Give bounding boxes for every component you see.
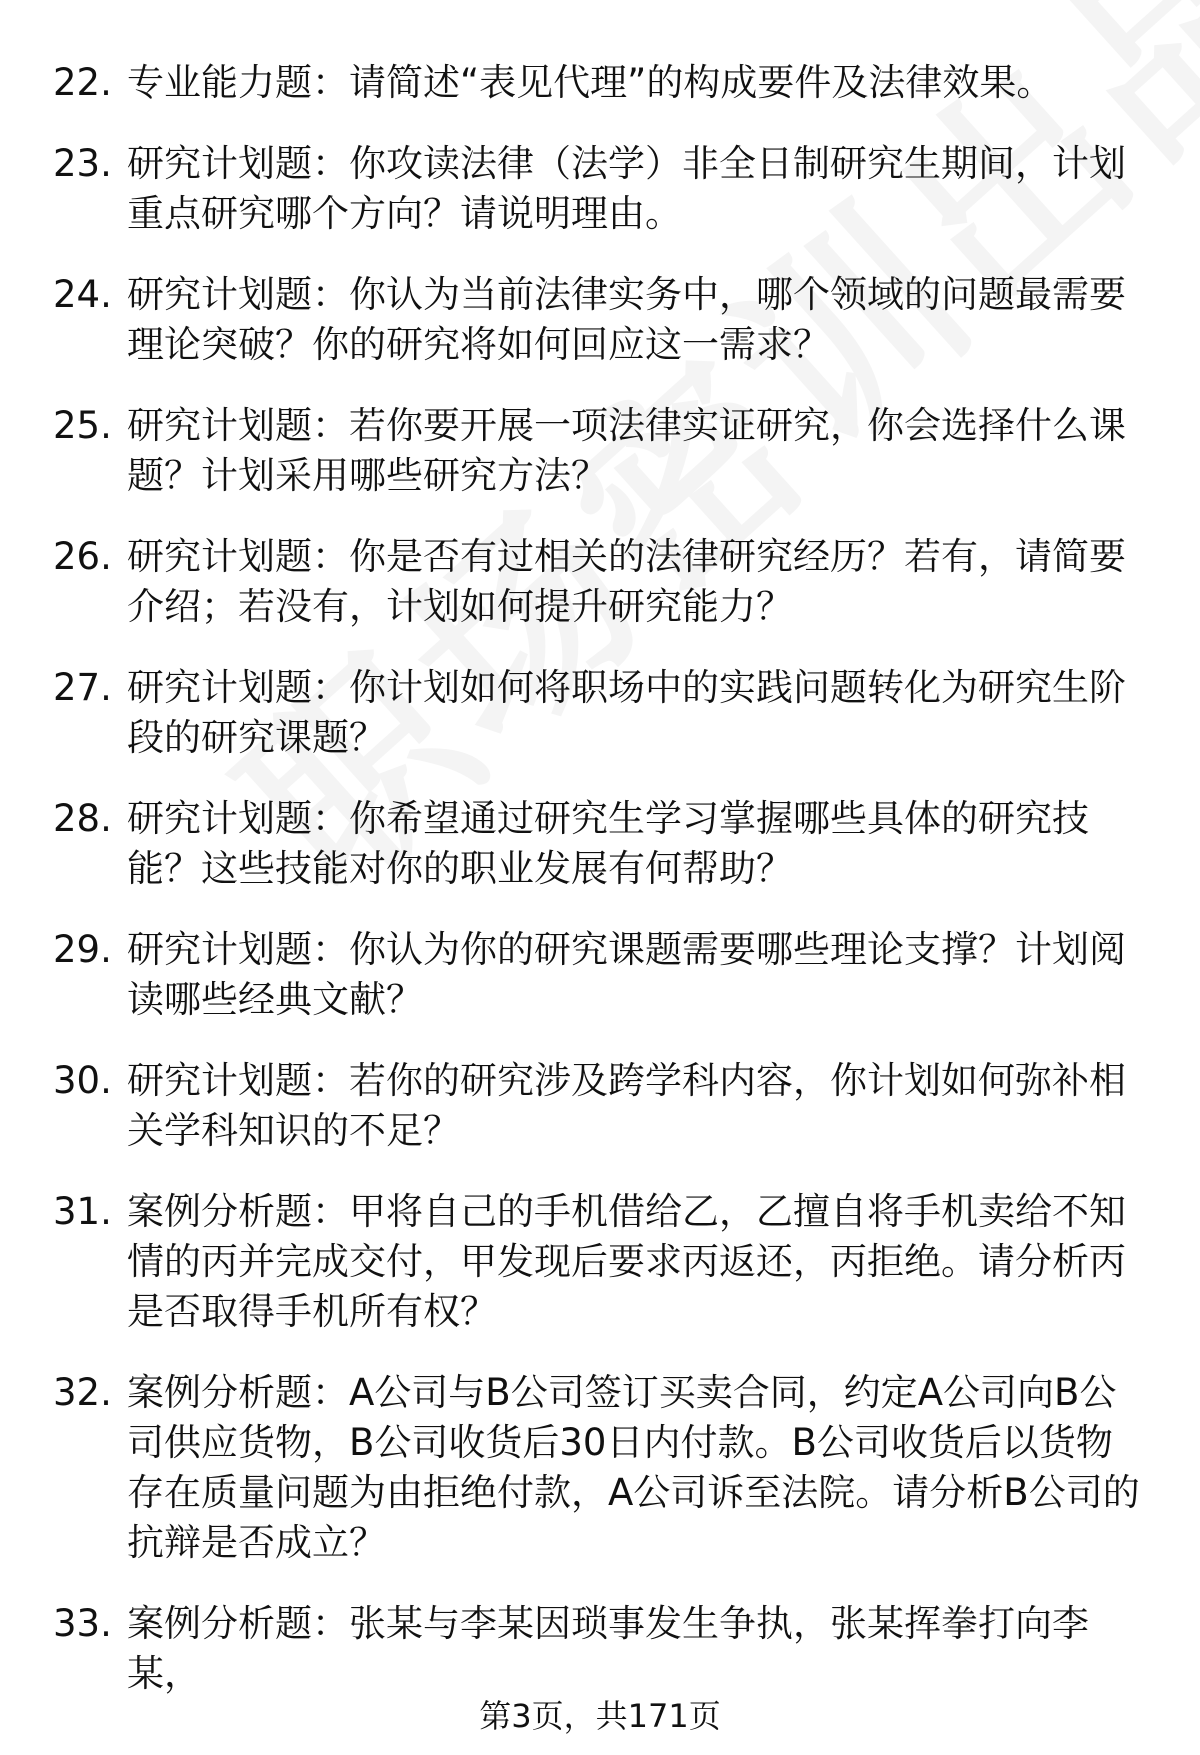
question-list: [53, 58, 1140, 1699]
question-number: 25.: [53, 404, 112, 447]
list-item: [53, 663, 1140, 763]
question-text: 案例分析题：A公司与B公司签订买卖合同，约定A公司向B公司供应货物，B公司收货后30日内付款。B公司收货后以货物存在质量问题为由拒绝付款，A公司诉至法院。请分析B公司的抗辩是否成立？: [127, 1371, 1140, 1564]
question-number: 26.: [53, 535, 112, 578]
question-number: 23.: [53, 142, 112, 185]
question-text: 研究计划题：你希望通过研究生学习掌握哪些具体的研究技能？这些技能对你的职业发展有何帮助？: [127, 797, 1089, 890]
question-number: 28.: [53, 797, 112, 840]
question-text: 研究计划题：若你要开展一项法律实证研究，你会选择什么课题？计划采用哪些研究方法？: [127, 404, 1126, 497]
list-item: [53, 270, 1140, 370]
question-number: 29.: [53, 928, 112, 971]
question-number: 31.: [53, 1190, 112, 1233]
question-number: 33.: [53, 1602, 112, 1645]
question-number: 24.: [53, 273, 112, 316]
list-item: [53, 1187, 1140, 1337]
question-text: 研究计划题：若你的研究涉及跨学科内容，你计划如何弥补相关学科知识的不足？: [127, 1059, 1126, 1152]
question-text: 专业能力题：请简述“表见代理”的构成要件及法律效果。: [127, 61, 1054, 104]
list-item: [53, 1368, 1140, 1568]
list-item: [53, 532, 1140, 632]
list-item: [53, 401, 1140, 501]
list-item: [53, 58, 1140, 108]
question-number: 27.: [53, 666, 112, 709]
question-text: 研究计划题：你计划如何将职场中的实践问题转化为研究生阶段的研究课题？: [127, 666, 1126, 759]
question-text: 研究计划题：你攻读法律（法学）非全日制研究生期间，计划重点研究哪个方向？请说明理由。: [127, 142, 1126, 235]
list-item: [53, 925, 1140, 1025]
question-text: 研究计划题：你是否有过相关的法律研究经历？若有，请简要介绍；若没有，计划如何提升研究能力？: [127, 535, 1126, 628]
list-item: [53, 1056, 1140, 1156]
question-text: 研究计划题：你认为当前法律实务中，哪个领域的问题最需要理论突破？你的研究将如何回应这一需求？: [127, 273, 1126, 366]
question-text: 案例分析题：张某与李某因琐事发生争执，张某挥拳打向李某，: [127, 1602, 1089, 1695]
list-item: [53, 794, 1140, 894]
question-number: 22.: [53, 61, 112, 104]
question-text: 研究计划题：你认为你的研究课题需要哪些理论支撑？计划阅读哪些经典文献？: [127, 928, 1126, 1021]
page-footer: 第3页，共171页: [479, 1697, 721, 1735]
question-number: 32.: [53, 1371, 112, 1414]
list-item: [53, 139, 1140, 239]
question-number: 30.: [53, 1059, 112, 1102]
question-text: 案例分析题：甲将自己的手机借给乙，乙擅自将手机卖给不知情的丙并完成交付，甲发现后要求丙返还，丙拒绝。请分析丙是否取得手机所有权？: [127, 1190, 1126, 1333]
list-item: [53, 1599, 1140, 1699]
